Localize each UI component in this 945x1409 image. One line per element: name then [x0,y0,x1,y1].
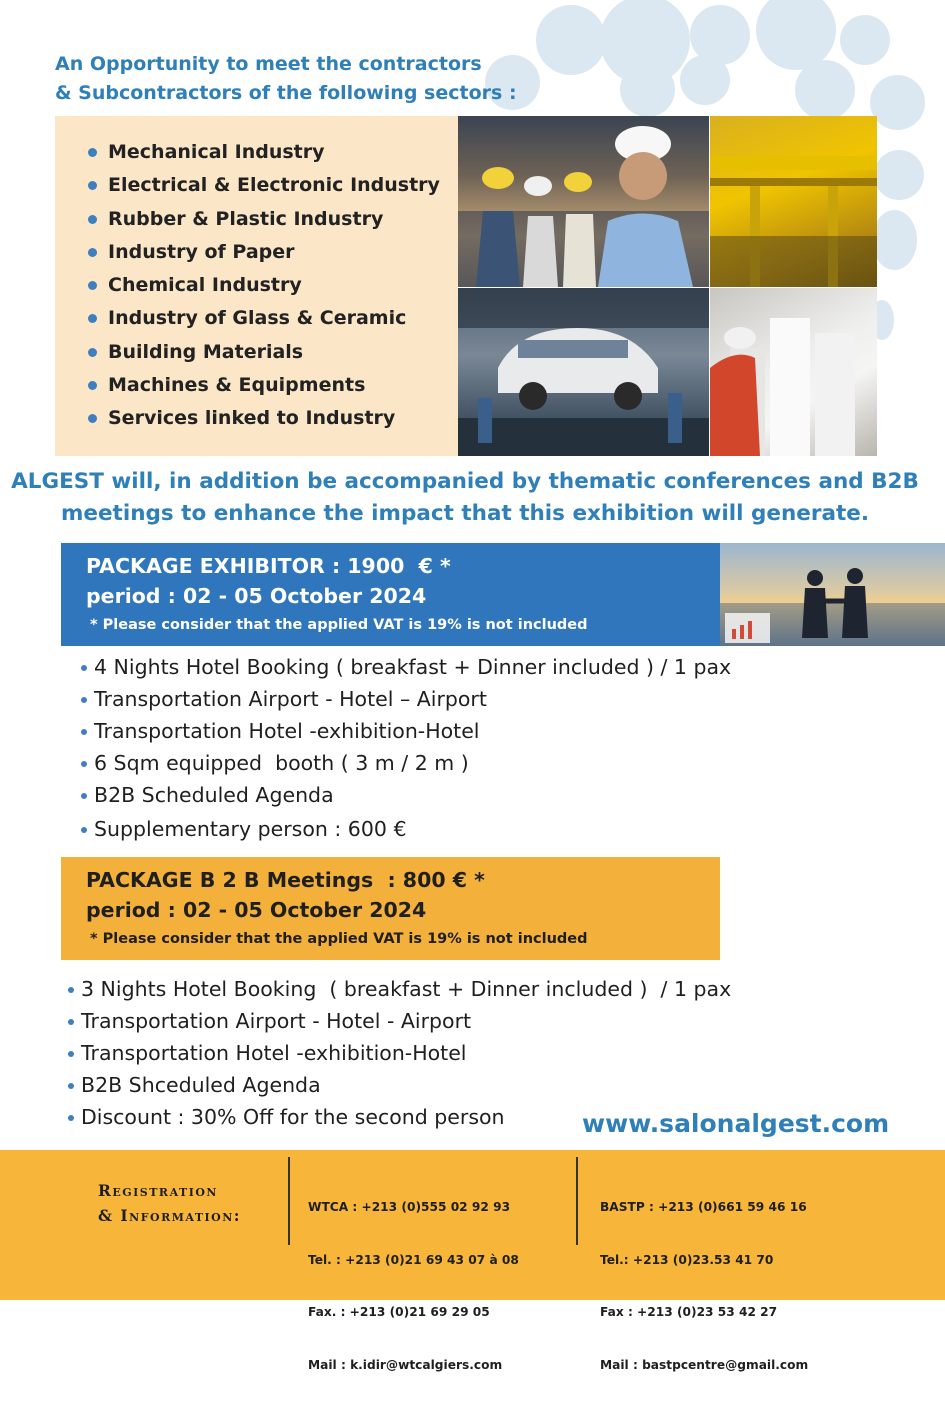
bullet-icon [81,697,87,703]
list-item [88,269,458,302]
list-item [80,747,731,779]
list-item [80,683,731,715]
list-item [80,813,731,845]
footer-divider [288,1157,290,1245]
feature-label: B2B Scheduled Agenda [94,783,334,807]
package-period: period : 02 - 05 October 2024 [86,898,427,922]
statement-line: ALGEST will, in addition be accompanied by thematic conferences and B2B [11,469,919,494]
bullet-icon [81,793,87,799]
intro-line: & Subcontractors of the following sectors : [55,82,517,104]
sector-label: Electrical & Electronic Industry [108,174,440,197]
wtca-phone: WTCA : +213 (0)555 02 92 93 [308,1200,511,1214]
list-item [88,203,458,236]
sector-list [55,116,458,436]
feature-label: 3 Nights Hotel Booking ( breakfast + Dinner included ) / 1 pax [81,977,732,1001]
bullet-icon [88,348,97,357]
wtca-tel: Tel. : +213 (0)21 69 43 07 à 08 [308,1252,519,1267]
decorative-bubble [795,60,855,120]
conference-statement [0,466,930,530]
bullet-icon [81,761,87,767]
bullet-icon [68,1115,74,1121]
wtca-email[interactable]: Mail : k.idir@wtcalgiers.com [308,1357,503,1372]
bastp-email[interactable]: Mail : bastpcentre@gmail.com [600,1357,809,1372]
bullet-icon [88,215,97,224]
bullet-icon [68,1051,74,1057]
bullet-icon [68,1019,74,1025]
bullet-icon [88,248,97,257]
list-item [88,302,458,335]
wtca-fax: Fax. : +213 (0)21 69 29 05 [308,1305,490,1319]
workers-photo [458,116,709,287]
decorative-bubble [874,150,924,200]
vat-note: * Please consider that the applied VAT is 19% is not included [90,617,588,633]
car-assembly-photo [458,288,709,456]
package-b2b-banner [61,857,720,960]
decorative-bubble [870,75,925,130]
registration-label [98,1178,241,1228]
list-item [88,169,458,202]
registration-label-line: Registration [98,1181,218,1200]
sector-label: Services linked to Industry [108,407,396,430]
wtca-contact-block [308,1164,519,1409]
list-item [80,779,731,811]
bullet-icon [88,281,97,290]
list-item [80,651,731,683]
intro-heading [55,50,615,108]
sector-label: Chemical Industry [108,274,302,297]
list-item [88,402,458,435]
bastp-phone: BASTP : +213 (0)661 59 46 16 [600,1200,807,1214]
business-handshake-photo [720,543,945,646]
package-title: PACKAGE B 2 B Meetings : 800 € * [86,868,485,892]
feature-label: Transportation Hotel -exhibition-Hotel [94,719,480,743]
bastp-contact-block [600,1164,808,1409]
feature-label: 4 Nights Hotel Booking ( breakfast + Dinner included ) / 1 pax [94,655,732,679]
feature-label: Discount : 30% Off for the second person [81,1105,505,1129]
decorative-bubble [872,210,917,270]
sector-label: Machines & Equipments [108,374,366,397]
registration-label-line: & Information: [98,1206,242,1225]
list-item [67,1005,731,1037]
sector-label: Industry of Paper [108,240,295,263]
statement-line: meetings to enhance the impact that this exhibition will generate. [60,501,869,526]
list-item [80,715,731,747]
sector-label: Building Materials [108,340,304,363]
feature-label: Transportation Airport - Hotel – Airport [94,687,487,711]
feature-label: 6 Sqm equipped booth ( 3 m / 2 m ) [94,751,469,775]
decorative-bubble [840,15,890,65]
sector-label: Industry of Glass & Ceramic [108,307,407,330]
decorative-bubble [680,55,730,105]
bullet-icon [88,148,97,157]
bullet-icon [81,827,87,833]
website-link[interactable]: www.salonalgest.com [582,1109,890,1138]
list-item [88,136,458,169]
bullet-icon [88,381,97,390]
footer-divider [576,1157,578,1245]
feature-label: B2B Shceduled Agenda [81,1073,321,1097]
bastp-fax: Fax : +213 (0)23 53 42 27 [600,1305,778,1319]
bullet-icon [81,665,87,671]
bullet-icon [88,181,97,190]
vat-note: * Please consider that the applied VAT is 19% is not included [90,931,588,947]
feature-label: Transportation Airport - Hotel - Airport [81,1009,472,1033]
list-item [88,336,458,369]
list-item [88,369,458,402]
exhibitor-feature-list [80,651,731,845]
package-exhibitor-banner [61,543,720,646]
sector-label: Mechanical Industry [108,141,325,163]
list-item [88,236,458,269]
paper-rolls-photo [710,288,877,456]
bullet-icon [68,1083,74,1089]
feature-label: Supplementary person : 600 € [94,817,407,841]
bullet-icon [88,314,97,323]
intro-line: An Opportunity to meet the contractors [55,53,482,75]
package-title: PACKAGE EXHIBITOR : 1900 € * [86,554,451,578]
feature-label: Transportation Hotel -exhibition-Hotel [81,1041,467,1065]
list-item [67,1069,731,1101]
sector-label: Rubber & Plastic Industry [108,207,384,230]
list-item [67,1037,731,1069]
sector-list-panel [55,116,458,456]
decorative-bubble [620,62,675,117]
bastp-tel: Tel.: +213 (0)23.53 41 70 [600,1252,774,1267]
bullet-icon [68,987,74,993]
list-item [67,973,731,1005]
package-period: period : 02 - 05 October 2024 [86,584,427,608]
bullet-icon [81,729,87,735]
industrial-crane-photo [710,116,877,287]
footer-contact-bar [0,1150,945,1372]
bullet-icon [88,414,97,423]
